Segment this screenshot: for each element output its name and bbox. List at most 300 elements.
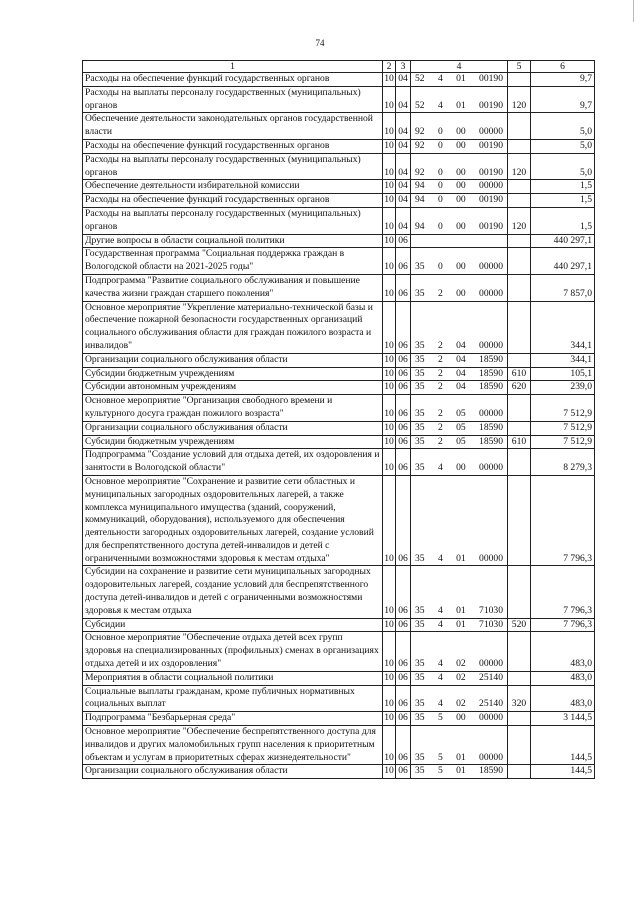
code-part: 4 xyxy=(437,698,443,710)
header-col-5: 5 xyxy=(508,61,531,73)
code-part: 35 xyxy=(415,381,425,393)
code-part: 00000 xyxy=(479,462,503,474)
row-subsection: 06 xyxy=(396,475,411,566)
row-target-code xyxy=(411,113,508,140)
row-name: Обеспечение деятельности законодательных органов государственной власти xyxy=(83,113,383,140)
table-row xyxy=(83,207,595,234)
row-amount: 7 796,3 xyxy=(531,566,595,618)
code-part: 00000 xyxy=(479,407,503,419)
row-section: 10 xyxy=(383,274,396,301)
code-part: 00 xyxy=(456,139,466,151)
row-section: 10 xyxy=(383,367,396,381)
row-subsection: 04 xyxy=(396,139,411,153)
row-amount: 239,0 xyxy=(531,381,595,395)
row-subsection: 06 xyxy=(396,765,411,779)
code-part: 00 xyxy=(456,126,466,138)
row-amount: 7 796,3 xyxy=(531,618,595,632)
row-subsection: 06 xyxy=(396,274,411,301)
row-expense-type xyxy=(508,726,531,765)
row-name: Государственная программа "Социальная поддержка граждан в Вологодской области на 2021-2025 годы" xyxy=(83,248,383,275)
code-part: 71030 xyxy=(479,604,503,616)
row-section: 10 xyxy=(383,86,396,113)
row-section: 10 xyxy=(383,153,396,180)
row-subsection: 06 xyxy=(396,234,411,248)
code-part: 05 xyxy=(456,435,466,447)
row-expense-type xyxy=(508,765,531,779)
code-part: 01 xyxy=(456,552,466,564)
row-target-code xyxy=(411,421,508,435)
code-part: 00000 xyxy=(479,339,503,351)
row-section: 10 xyxy=(383,712,396,726)
code-part: 01 xyxy=(456,99,466,111)
row-amount: 1,5 xyxy=(531,180,595,194)
table-row xyxy=(83,73,595,87)
row-expense-type xyxy=(508,73,531,87)
edge-mark xyxy=(633,0,634,22)
code-part: 02 xyxy=(456,671,466,683)
table-row xyxy=(83,671,595,685)
row-name: Расходы на обеспечение функций государственных органов xyxy=(83,73,383,87)
code-part: 35 xyxy=(415,712,425,724)
code-part: 35 xyxy=(415,261,425,273)
table-row xyxy=(83,353,595,367)
row-expense-type xyxy=(508,421,531,435)
row-subsection: 04 xyxy=(396,207,411,234)
code-part: 01 xyxy=(456,765,466,777)
code-part: 35 xyxy=(415,698,425,710)
table-row xyxy=(83,274,595,301)
code-part: 0 xyxy=(437,220,443,232)
row-target-code xyxy=(411,248,508,275)
row-target-code xyxy=(411,765,508,779)
code-part: 2 xyxy=(437,353,443,365)
table-row xyxy=(83,421,595,435)
code-part: 71030 xyxy=(479,618,503,630)
row-name: Расходы на выплаты персоналу государственных (муниципальных) органов xyxy=(83,86,383,113)
code-part: 18590 xyxy=(479,381,503,393)
row-target-code xyxy=(411,566,508,618)
row-target-code xyxy=(411,381,508,395)
row-target-code xyxy=(411,353,508,367)
table-row xyxy=(83,381,595,395)
row-amount: 5,0 xyxy=(531,153,595,180)
table-row xyxy=(83,475,595,566)
code-part: 00190 xyxy=(479,220,503,232)
row-subsection: 06 xyxy=(396,301,411,353)
row-amount: 483,0 xyxy=(531,671,595,685)
row-subsection: 04 xyxy=(396,194,411,208)
row-section: 10 xyxy=(383,765,396,779)
code-part: 18590 xyxy=(479,367,503,379)
code-part: 35 xyxy=(415,604,425,616)
row-name: Расходы на выплаты персоналу государственных (муниципальных) органов xyxy=(83,153,383,180)
code-part: 00000 xyxy=(479,180,503,192)
row-amount: 483,0 xyxy=(531,632,595,671)
code-part: 4 xyxy=(437,462,443,474)
row-section: 10 xyxy=(383,234,396,248)
row-name: Организации социального обслуживания области xyxy=(83,421,383,435)
code-part: 00000 xyxy=(479,552,503,564)
code-part: 35 xyxy=(415,407,425,419)
code-part: 2 xyxy=(437,381,443,393)
row-expense-type: 610 xyxy=(508,435,531,449)
row-name: Организации социального обслуживания области xyxy=(83,353,383,367)
table-row xyxy=(83,765,595,779)
row-subsection: 06 xyxy=(396,618,411,632)
code-part: 00000 xyxy=(479,126,503,138)
row-section: 10 xyxy=(383,207,396,234)
row-target-code xyxy=(411,274,508,301)
code-part: 2 xyxy=(437,407,443,419)
code-part: 04 xyxy=(456,339,466,351)
row-amount: 144,5 xyxy=(531,765,595,779)
row-subsection: 04 xyxy=(396,86,411,113)
row-target-code xyxy=(411,712,508,726)
row-target-code xyxy=(411,180,508,194)
code-part: 35 xyxy=(415,765,425,777)
row-section: 10 xyxy=(383,301,396,353)
row-section: 10 xyxy=(383,73,396,87)
code-part: 0 xyxy=(437,194,443,206)
row-target-code xyxy=(411,435,508,449)
table-row xyxy=(83,618,595,632)
code-part: 00190 xyxy=(479,194,503,206)
code-part: 35 xyxy=(415,671,425,683)
row-target-code xyxy=(411,449,508,476)
code-part: 52 xyxy=(415,99,425,111)
code-part: 04 xyxy=(456,353,466,365)
row-amount: 7 512,9 xyxy=(531,421,595,435)
row-subsection: 04 xyxy=(396,73,411,87)
row-name: Основное мероприятие "Обеспечение беспрепятственного доступа для инвалидов и других маломобильных групп населения к приоритетным объектам и услугам в приоритетных сферах жизнедеятельности" xyxy=(83,726,383,765)
table-row xyxy=(83,566,595,618)
row-section: 10 xyxy=(383,139,396,153)
row-expense-type xyxy=(508,671,531,685)
row-name: Мероприятия в области социальной политики xyxy=(83,671,383,685)
code-part: 0 xyxy=(437,180,443,192)
row-section: 10 xyxy=(383,435,396,449)
code-part: 52 xyxy=(415,73,425,84)
code-part: 0 xyxy=(437,139,443,151)
code-part: 18590 xyxy=(479,353,503,365)
row-expense-type xyxy=(508,274,531,301)
code-part: 4 xyxy=(437,73,443,84)
code-part: 00000 xyxy=(479,261,503,273)
code-part: 18590 xyxy=(479,765,503,777)
row-subsection: 06 xyxy=(396,353,411,367)
row-amount: 3 144,5 xyxy=(531,712,595,726)
code-part: 05 xyxy=(456,421,466,433)
code-part: 00 xyxy=(456,194,466,206)
row-target-code xyxy=(411,194,508,208)
row-subsection: 06 xyxy=(396,381,411,395)
code-part: 92 xyxy=(415,166,425,178)
table-row xyxy=(83,248,595,275)
row-subsection: 04 xyxy=(396,153,411,180)
row-target-code xyxy=(411,685,508,712)
table-row xyxy=(83,234,595,248)
row-target-code xyxy=(411,86,508,113)
code-part: 2 xyxy=(437,287,443,299)
row-section: 10 xyxy=(383,475,396,566)
budget-table xyxy=(82,60,595,779)
row-name: Основное мероприятие "Укрепление материально-технической базы и обеспечение пожарной безопасности государственных организаций социального обслуживания области для граждан пожилого возраста и инвалидов" xyxy=(83,301,383,353)
row-amount: 344,1 xyxy=(531,353,595,367)
row-subsection: 06 xyxy=(396,421,411,435)
row-expense-type: 610 xyxy=(508,367,531,381)
row-target-code xyxy=(411,671,508,685)
code-part: 35 xyxy=(415,287,425,299)
row-expense-type xyxy=(508,712,531,726)
row-name: Расходы на выплаты персоналу государственных (муниципальных) органов xyxy=(83,207,383,234)
code-part: 35 xyxy=(415,462,425,474)
row-section: 10 xyxy=(383,421,396,435)
row-subsection: 06 xyxy=(396,395,411,422)
row-name: Субсидии на сохранение и развитие сети муниципальных загородных оздоровительных лагерей, создание условий для беспрепятственного доступа детей-инвалидов и детей с ограниченными возможностями здоровья к местам отдыха xyxy=(83,566,383,618)
row-expense-type xyxy=(508,139,531,153)
code-part: 04 xyxy=(456,367,466,379)
row-amount: 7 857,0 xyxy=(531,274,595,301)
row-subsection: 06 xyxy=(396,367,411,381)
row-expense-type xyxy=(508,395,531,422)
row-name: Субсидии бюджетным учреждениям xyxy=(83,435,383,449)
code-part: 4 xyxy=(437,671,443,683)
table-row xyxy=(83,180,595,194)
row-section: 10 xyxy=(383,194,396,208)
row-subsection: 04 xyxy=(396,180,411,194)
table-row xyxy=(83,153,595,180)
code-part: 0 xyxy=(437,261,443,273)
code-part: 4 xyxy=(437,604,443,616)
row-subsection: 06 xyxy=(396,726,411,765)
row-expense-type: 120 xyxy=(508,86,531,113)
row-subsection: 04 xyxy=(396,113,411,140)
code-part: 00 xyxy=(456,462,466,474)
header-col-6: 6 xyxy=(531,61,595,73)
code-part: 00 xyxy=(456,261,466,273)
row-target-code xyxy=(411,726,508,765)
code-part: 18590 xyxy=(479,435,503,447)
code-part: 01 xyxy=(456,604,466,616)
table-row xyxy=(83,685,595,712)
code-part: 04 xyxy=(456,381,466,393)
row-name: Социальные выплаты гражданам, кроме публичных нормативных социальных выплат xyxy=(83,685,383,712)
code-part: 2 xyxy=(437,435,443,447)
row-amount: 440 297,1 xyxy=(531,234,595,248)
code-part: 00 xyxy=(456,166,466,178)
row-section: 10 xyxy=(383,353,396,367)
row-expense-type: 120 xyxy=(508,153,531,180)
row-expense-type xyxy=(508,180,531,194)
code-part: 00190 xyxy=(479,139,503,151)
code-part: 02 xyxy=(456,658,466,670)
row-section: 10 xyxy=(383,248,396,275)
code-part: 02 xyxy=(456,698,466,710)
row-amount: 7 512,9 xyxy=(531,435,595,449)
row-section: 10 xyxy=(383,449,396,476)
row-name: Основное мероприятие "Сохранение и развитие сети областных и муниципальных загородных оздоровительных лагерей, а также комплекса муниципального имущества (зданий, сооружений, коммуникаций, оборудования), используемого для обеспечения деятельности загородных оздоровительных лагерей, создание условий для беспрепятственного доступа детей-инвалидов и детей с ограниченными возможностями здоровья к местам отдыха" xyxy=(83,475,383,566)
page-number: 74 xyxy=(315,38,325,48)
row-name: Подпрограмма "Развитие социального обслуживания и повышение качества жизни граждан старшего поколения" xyxy=(83,274,383,301)
row-target-code xyxy=(411,234,508,248)
row-expense-type: 520 xyxy=(508,618,531,632)
table-row xyxy=(83,86,595,113)
row-amount: 105,1 xyxy=(531,367,595,381)
header-col-2: 2 xyxy=(383,61,396,73)
row-amount: 144,5 xyxy=(531,726,595,765)
code-part: 4 xyxy=(437,552,443,564)
code-part: 5 xyxy=(437,765,443,777)
row-name: Субсидии бюджетным учреждениям xyxy=(83,367,383,381)
code-part: 00 xyxy=(456,712,466,724)
row-subsection: 06 xyxy=(396,712,411,726)
row-expense-type xyxy=(508,566,531,618)
row-name: Подпрограмма "Безбарьерная среда" xyxy=(83,712,383,726)
code-part: 92 xyxy=(415,139,425,151)
code-part: 25140 xyxy=(479,671,503,683)
row-expense-type xyxy=(508,632,531,671)
row-name: Другие вопросы в области социальной политики xyxy=(83,234,383,248)
row-section: 10 xyxy=(383,632,396,671)
code-part: 00190 xyxy=(479,73,503,84)
code-part: 35 xyxy=(415,658,425,670)
row-expense-type xyxy=(508,301,531,353)
code-part: 05 xyxy=(456,407,466,419)
row-target-code xyxy=(411,367,508,381)
row-expense-type xyxy=(508,248,531,275)
row-expense-type xyxy=(508,194,531,208)
code-part: 92 xyxy=(415,126,425,138)
row-target-code xyxy=(411,618,508,632)
row-amount: 9,7 xyxy=(531,86,595,113)
table-row xyxy=(83,712,595,726)
row-target-code xyxy=(411,475,508,566)
row-section: 10 xyxy=(383,618,396,632)
row-subsection: 06 xyxy=(396,435,411,449)
code-part: 00 xyxy=(456,220,466,232)
code-part: 35 xyxy=(415,552,425,564)
row-subsection: 06 xyxy=(396,449,411,476)
table-row xyxy=(83,435,595,449)
table-row xyxy=(83,194,595,208)
code-part: 01 xyxy=(456,73,466,84)
row-expense-type xyxy=(508,353,531,367)
code-part: 35 xyxy=(415,339,425,351)
table-row xyxy=(83,113,595,140)
row-section: 10 xyxy=(383,685,396,712)
row-amount: 5,0 xyxy=(531,113,595,140)
row-name: Расходы на обеспечение функций государственных органов xyxy=(83,194,383,208)
table-row xyxy=(83,449,595,476)
row-expense-type xyxy=(508,475,531,566)
row-amount: 8 279,3 xyxy=(531,449,595,476)
code-part: 2 xyxy=(437,367,443,379)
row-name: Обеспечение деятельности избирательной комиссии xyxy=(83,180,383,194)
code-part: 0 xyxy=(437,166,443,178)
row-section: 10 xyxy=(383,180,396,194)
header-col-1: 1 xyxy=(83,61,383,73)
code-part: 01 xyxy=(456,618,466,630)
code-part: 4 xyxy=(437,618,443,630)
row-amount: 1,5 xyxy=(531,207,595,234)
table-row xyxy=(83,632,595,671)
row-subsection: 06 xyxy=(396,671,411,685)
row-name: Основное мероприятие "Организация свободного времени и культурного досуга граждан пожилого возраста" xyxy=(83,395,383,422)
row-amount: 7 796,3 xyxy=(531,475,595,566)
row-amount: 1,5 xyxy=(531,194,595,208)
row-section: 10 xyxy=(383,566,396,618)
row-section: 10 xyxy=(383,395,396,422)
code-part: 00190 xyxy=(479,99,503,111)
row-subsection: 06 xyxy=(396,685,411,712)
row-subsection: 06 xyxy=(396,248,411,275)
code-part: 4 xyxy=(437,99,443,111)
row-target-code xyxy=(411,139,508,153)
row-amount: 344,1 xyxy=(531,301,595,353)
row-subsection: 06 xyxy=(396,632,411,671)
row-target-code xyxy=(411,153,508,180)
row-expense-type: 620 xyxy=(508,381,531,395)
row-name: Расходы на обеспечение функций государственных органов xyxy=(83,139,383,153)
code-part: 00190 xyxy=(479,166,503,178)
code-part: 25140 xyxy=(479,698,503,710)
row-target-code xyxy=(411,207,508,234)
code-part: 01 xyxy=(456,751,466,763)
code-part: 35 xyxy=(415,435,425,447)
code-part: 5 xyxy=(437,712,443,724)
row-section: 10 xyxy=(383,113,396,140)
header-row xyxy=(83,61,595,73)
row-target-code xyxy=(411,301,508,353)
code-part: 94 xyxy=(415,220,425,232)
code-part: 00 xyxy=(456,180,466,192)
row-amount: 7 512,9 xyxy=(531,395,595,422)
code-part: 35 xyxy=(415,367,425,379)
code-part: 35 xyxy=(415,421,425,433)
header-col-4: 4 xyxy=(411,61,508,73)
code-part: 35 xyxy=(415,353,425,365)
row-section: 10 xyxy=(383,726,396,765)
row-subsection: 06 xyxy=(396,566,411,618)
code-part: 4 xyxy=(437,658,443,670)
row-amount: 440 297,1 xyxy=(531,248,595,275)
row-expense-type xyxy=(508,234,531,248)
row-amount: 483,0 xyxy=(531,685,595,712)
code-part: 00000 xyxy=(479,658,503,670)
code-part: 35 xyxy=(415,751,425,763)
code-part: 94 xyxy=(415,194,425,206)
row-amount: 9,7 xyxy=(531,73,595,87)
table-row xyxy=(83,726,595,765)
row-amount: 5,0 xyxy=(531,139,595,153)
row-name: Основное мероприятие "Обеспечение отдыха детей всех групп здоровья на специализированных (профильных) сменах в организациях отдыха детей и их оздоровления" xyxy=(83,632,383,671)
row-expense-type xyxy=(508,113,531,140)
code-part: 94 xyxy=(415,180,425,192)
code-part: 2 xyxy=(437,421,443,433)
row-expense-type: 120 xyxy=(508,207,531,234)
code-part: 00000 xyxy=(479,287,503,299)
row-expense-type xyxy=(508,449,531,476)
row-target-code xyxy=(411,73,508,87)
row-name: Организации социального обслуживания области xyxy=(83,765,383,779)
row-section: 10 xyxy=(383,381,396,395)
code-part: 0 xyxy=(437,126,443,138)
code-part: 00000 xyxy=(479,712,503,724)
table-row xyxy=(83,367,595,381)
row-name: Подпрограмма "Создание условий для отдыха детей, их оздоровления и занятости в Вологодской области" xyxy=(83,449,383,476)
row-section: 10 xyxy=(383,671,396,685)
table-row xyxy=(83,139,595,153)
